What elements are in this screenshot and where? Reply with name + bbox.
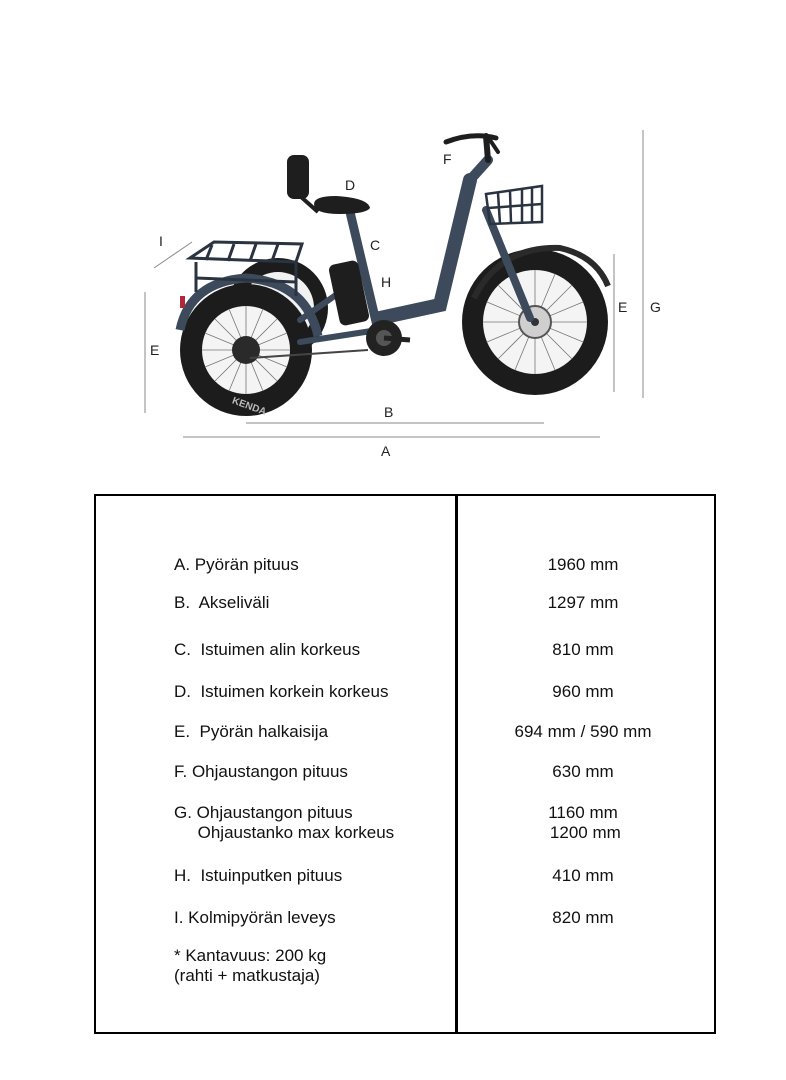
- tire-brand-text: KENDA: [230, 395, 268, 418]
- dim-label-d: D: [345, 177, 356, 193]
- spec-label: G. Ohjaustangon pituus: [174, 803, 353, 822]
- spec-value: 1200 mm: [545, 823, 621, 842]
- spec-label: A. Pyörän pituus: [174, 555, 299, 574]
- capacity-note-line2: (rahti + matkustaja): [174, 966, 320, 985]
- capacity-note-line1: * Kantavuus: 200 kg: [174, 946, 327, 965]
- spec-label: C. Istuimen alin korkeus: [174, 640, 361, 659]
- spec-label: Ohjaustanko max korkeus: [174, 823, 395, 842]
- seat: [287, 155, 370, 214]
- front-basket: [486, 186, 542, 224]
- handlebar: [446, 136, 498, 160]
- spec-value: 810 mm: [552, 640, 614, 659]
- spec-label: D. Istuimen korkein korkeus: [174, 682, 389, 701]
- dim-label-b: B: [384, 404, 394, 420]
- spec-label: I. Kolmipyörän leveys: [174, 908, 336, 927]
- spec-value: 1297 mm: [547, 593, 619, 612]
- rear-reflector: [180, 296, 185, 308]
- dim-label-e-right: E: [618, 299, 628, 315]
- dim-label-a: A: [381, 443, 391, 459]
- spec-value: 694 mm / 590 mm: [514, 722, 652, 741]
- dim-label-c: C: [370, 237, 381, 253]
- spec-label: F. Ohjaustangon pituus: [174, 762, 348, 781]
- spec-table: [94, 494, 716, 1034]
- dim-label-h: H: [381, 274, 392, 290]
- spec-value: 1160 mm: [548, 803, 618, 822]
- rear-wheel-front: [180, 284, 312, 418]
- spec-value: 410 mm: [552, 866, 614, 885]
- spec-label: H. Istuinputken pituus: [174, 866, 343, 885]
- dim-label-f: F: [443, 151, 452, 167]
- capacity-note: [174, 946, 326, 986]
- spec-label: B. Akseliväli: [174, 593, 270, 612]
- front-wheel: [462, 249, 608, 395]
- dim-label-e-left: E: [150, 342, 160, 358]
- crankset: [366, 320, 410, 356]
- spec-value: 960 mm: [552, 682, 614, 701]
- dim-label-g: G: [650, 299, 661, 315]
- spec-value: 820 mm: [552, 908, 614, 927]
- spec-value: 630 mm: [552, 762, 614, 781]
- tricycle-dimension-drawing: [0, 0, 786, 480]
- dim-label-i: I: [159, 233, 163, 249]
- spec-label: E. Pyörän halkaisija: [174, 722, 329, 741]
- spec-value: 1960 mm: [547, 555, 619, 574]
